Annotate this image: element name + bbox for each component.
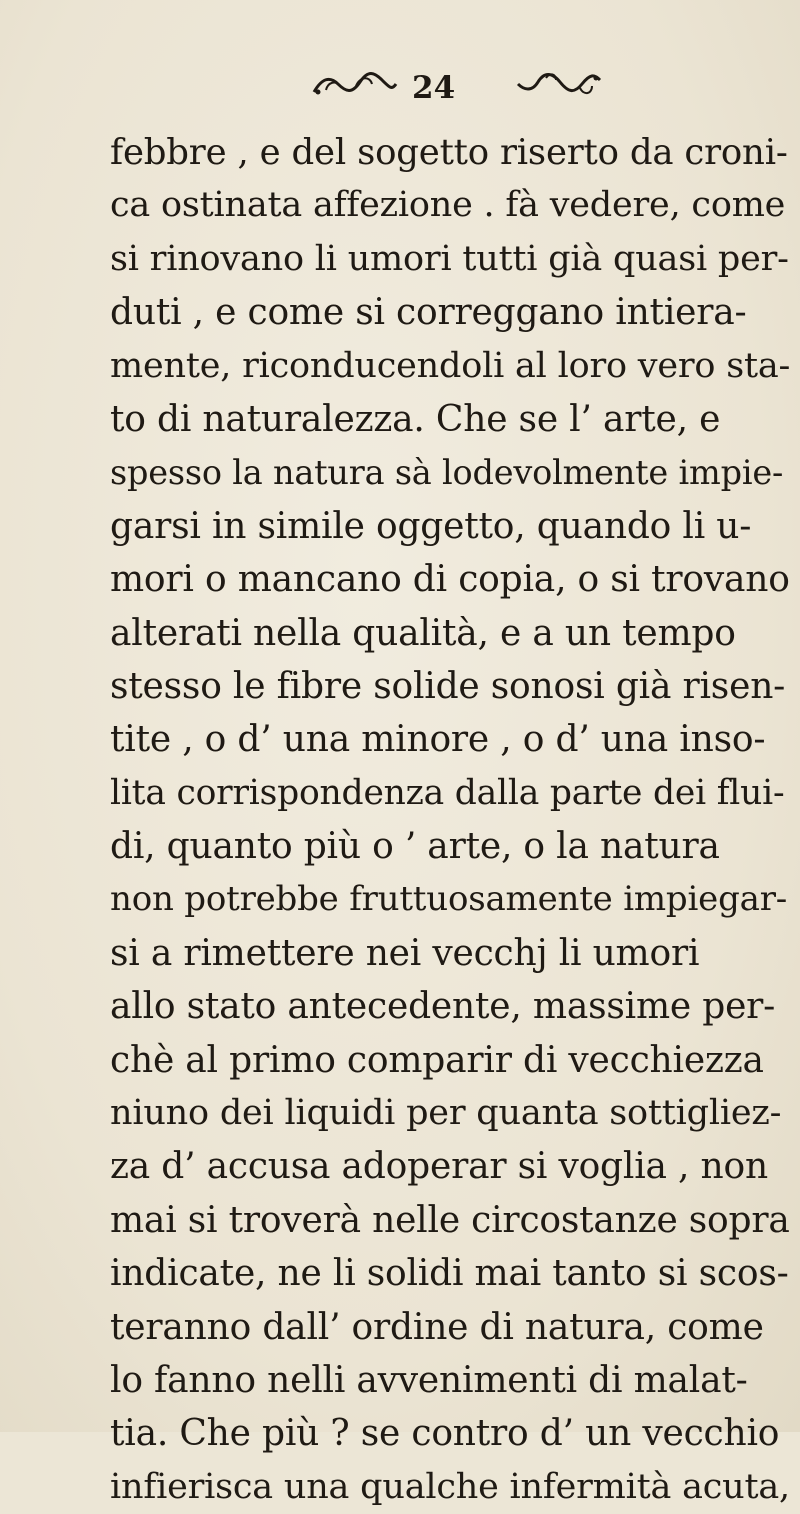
text-line: garsi in simile oggetto, quando li u- xyxy=(110,505,752,547)
text-line: mai si troverà nelle circostanze sopra xyxy=(110,1199,790,1241)
text-line: lo fanno nelli avvenimenti di malat- xyxy=(110,1359,748,1401)
page-number: 24 xyxy=(412,70,456,106)
text-line: allo stato antecedente, massime per- xyxy=(110,986,776,1028)
text-line: infierisca una qualche infermità acuta, xyxy=(110,1466,790,1507)
text-line: teranno dall’ ordine di natura, come xyxy=(110,1306,764,1348)
text-line: lita corrispondenza dalla parte dei flui- xyxy=(110,772,785,813)
left-vine-ornament-icon xyxy=(312,70,398,100)
right-vine-ornament-icon xyxy=(516,70,602,100)
text-line: chè al primo comparir di vecchiezza xyxy=(110,1039,764,1081)
text-line: mente, riconducendoli al loro vero sta- xyxy=(110,345,791,386)
text-line: mori o mancano di copia, o si trovano xyxy=(110,559,790,601)
text-line: di, quanto più o ’ arte, o la natura xyxy=(110,826,720,868)
text-line: alterati nella qualità, e a un tempo xyxy=(110,612,736,654)
text-line: ca ostinata affezione . fà vedere, come xyxy=(110,185,786,226)
text-line: niuno dei liquidi per quanta sottigliez- xyxy=(110,1093,782,1134)
text-line: si rinovano li umori tutti già quasi per- xyxy=(110,238,789,279)
text-line: za d’ accusa adoperar si voglia , non xyxy=(110,1146,768,1188)
text-line: stesso le fibre solide sonosi già risen- xyxy=(110,665,786,707)
body-text xyxy=(110,126,790,1514)
text-line: duti , e come si correggano intiera- xyxy=(110,292,747,334)
text-line: tite , o d’ una minore , o d’ una inso- xyxy=(110,719,766,761)
text-line: indicate, ne li solidi mai tanto si scos- xyxy=(110,1253,789,1295)
text-line: febbre , e del sogetto riserto da croni- xyxy=(110,132,788,173)
text-line: tia. Che più ? se contro d’ un vecchio xyxy=(110,1413,780,1455)
text-line: si a rimettere nei vecchj li umori xyxy=(110,932,700,974)
text-line: non potrebbe fruttuosamente impiegar- xyxy=(110,879,788,920)
page-header xyxy=(0,66,800,110)
text-line: spesso la natura sà lodevolmente impie- xyxy=(110,453,784,493)
text-line: to di naturalezza. Che se l’ arte, e xyxy=(110,398,721,440)
